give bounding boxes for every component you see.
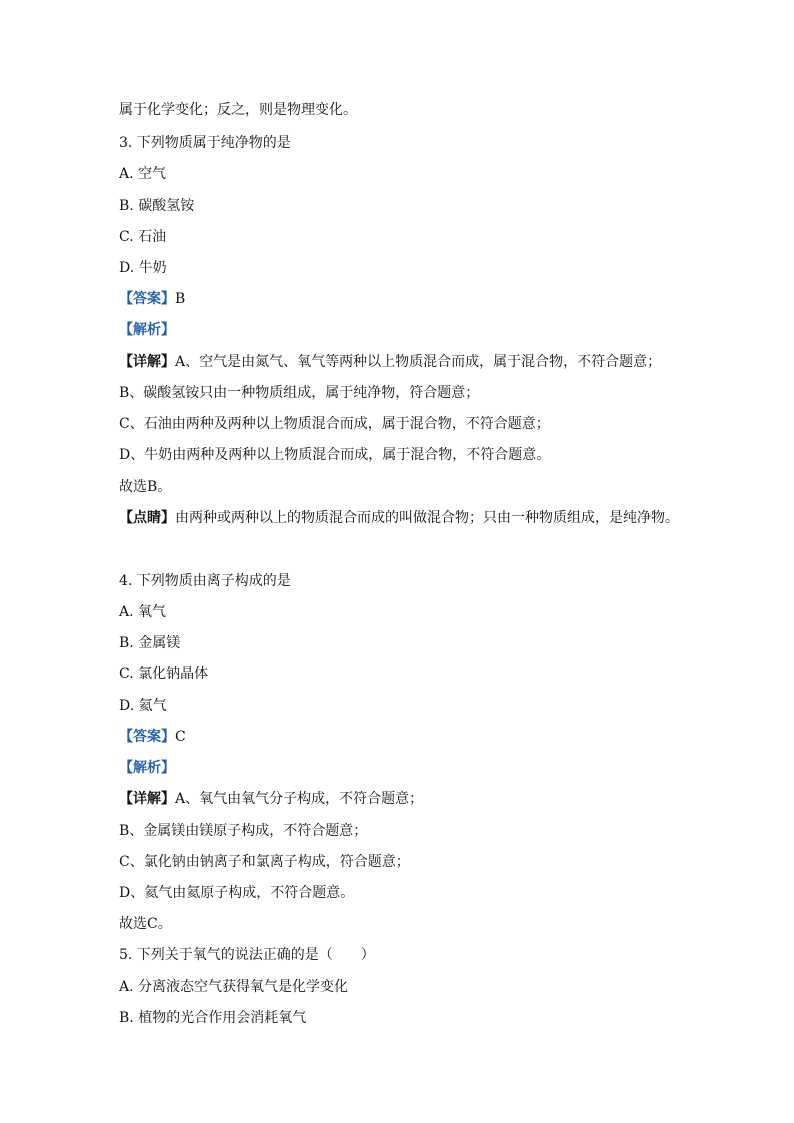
q3-detail-line-1 (119, 352, 661, 372)
q3-conclusion: 故选B。 (119, 479, 172, 495)
q3-point-line (119, 508, 679, 528)
q4-answer-line (119, 727, 186, 747)
q4-detail-2: B、金属镁由镁原子构成，不符合题意； (119, 823, 368, 839)
q3-answer-line (119, 289, 185, 309)
q3-analysis-line (119, 320, 175, 340)
q3-stem: 3. 下列物质属于纯净物的是 (119, 135, 291, 151)
q3-option-d: D. 牛奶 (119, 260, 167, 276)
detail-tag: 【详解】 (119, 354, 175, 370)
q4-detail-3: C、氯化钠由钠离子和氯离子构成，符合题意； (119, 854, 410, 870)
q4-option-a: A. 氧气 (119, 604, 167, 620)
answer-tag: 【答案】 (119, 291, 175, 307)
q3-detail-4: D、牛奶由两种及两种以上物质混合而成，属于混合物，不符合题意。 (119, 447, 551, 463)
analysis-tag: 【解析】 (119, 322, 175, 338)
q5-stem: 5. 下列关于氧气的说法正确的是（ ） (119, 947, 375, 963)
q4-stem: 4. 下列物质由离子构成的是 (119, 573, 291, 589)
q4-option-d: D. 氦气 (119, 698, 167, 714)
q4-option-b: B. 金属镁 (119, 635, 181, 651)
q3-detail-3: C、石油由两种及两种以上物质混合而成，属于混合物，不符合题意； (119, 416, 550, 432)
q4-option-c: C. 氯化钠晶体 (119, 666, 209, 682)
q3-detail-2: B、碳酸氢铵只由一种物质组成，属于纯净物，符合题意； (119, 385, 480, 401)
q4-detail-4: D、氦气由氦原子构成，不符合题意。 (119, 885, 355, 901)
q5-option-b: B. 植物的光合作用会消耗氧气 (119, 1010, 307, 1026)
q3-option-c: C. 石油 (119, 229, 167, 245)
q4-conclusion: 故选C。 (119, 916, 172, 932)
intro-text: 属于化学变化；反之，则是物理变化。 (119, 102, 357, 118)
q3-option-b: B. 碳酸氢铵 (119, 198, 195, 214)
q3-detail-1: A、空气是由氮气、氧气等两种以上物质混合而成，属于混合物，不符合题意； (175, 354, 662, 370)
detail-tag: 【详解】 (119, 791, 175, 807)
point-tag: 【点睛】 (119, 510, 175, 526)
q5-option-a: A. 分离液态空气获得氧气是化学变化 (119, 979, 349, 995)
q3-answer: B (175, 291, 186, 307)
q4-detail-1: A、氧气由氧气分子构成，不符合题意； (175, 791, 424, 807)
answer-tag: 【答案】 (119, 729, 175, 745)
analysis-tag: 【解析】 (119, 760, 175, 776)
q4-analysis-line (119, 758, 175, 778)
q4-answer: C (175, 729, 186, 745)
q4-detail-line-1 (119, 789, 423, 809)
q3-point: 由两种或两种以上的物质混合而成的叫做混合物；只由一种物质组成，是纯净物。 (175, 510, 679, 526)
q3-option-a: A. 空气 (119, 166, 167, 182)
